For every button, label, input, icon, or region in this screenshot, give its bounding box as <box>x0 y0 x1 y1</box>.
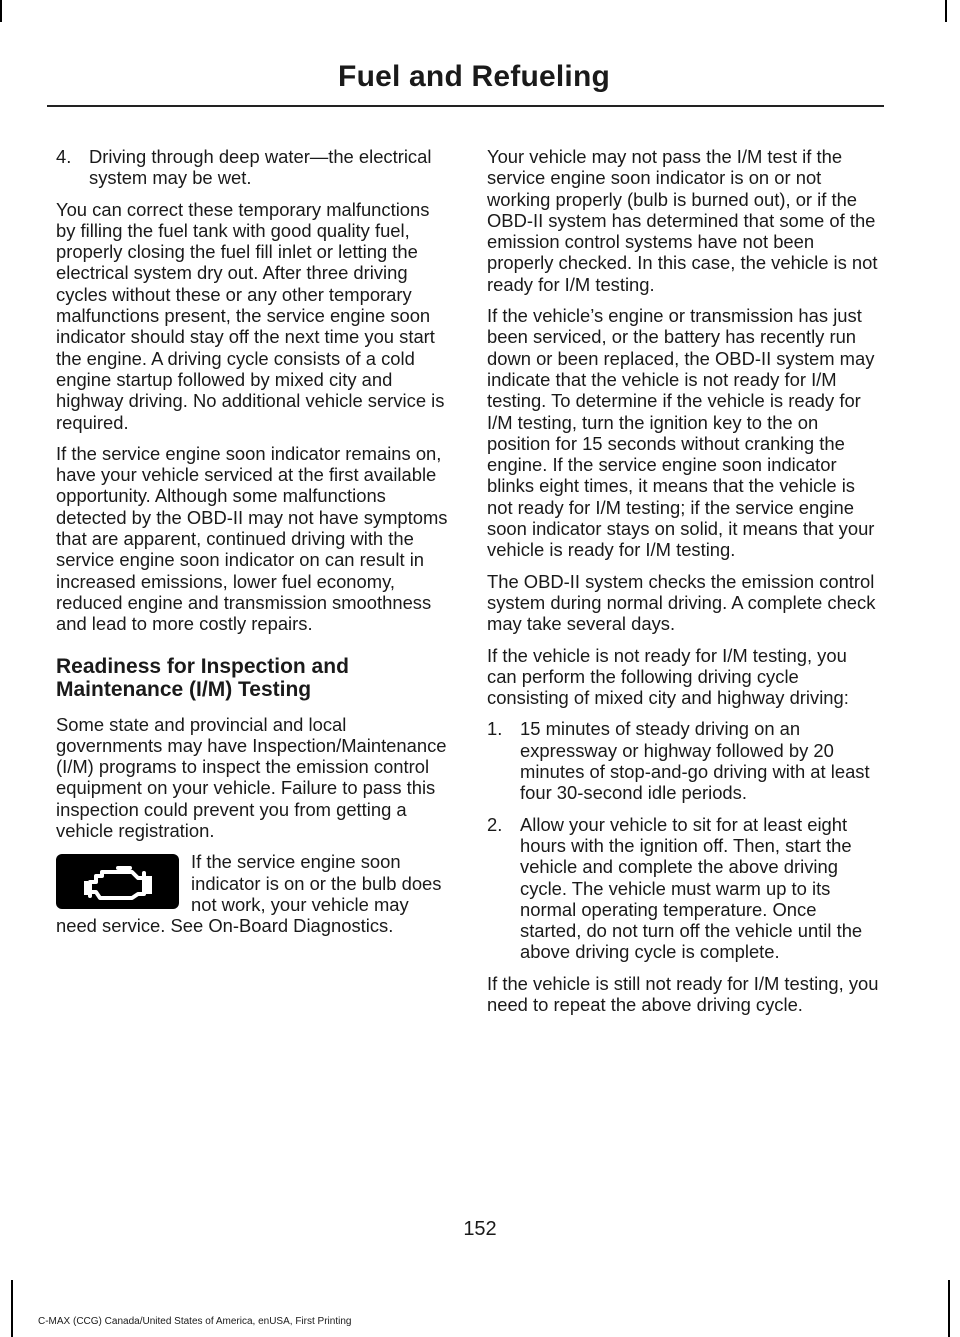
page-number: 152 <box>463 1218 497 1240</box>
list-item <box>56 146 448 189</box>
list-item-number: 1. <box>487 718 503 740</box>
paragraph: If the service engine soon indicator remains on, have your vehicle serviced at the first available opportunity. Although some malfunctions detected by the OBD-II may not have symptoms that are apparent, continued driving with the service engine soon indicator on can result in increased emissions, lower fuel economy, reduced engine and transmission smoothness and lead to more costly repairs. <box>56 442 448 635</box>
crop-mark-bottom-left <box>11 1280 13 1337</box>
paragraph: If the vehicle’s engine or transmission has just been serviced, or the battery has recently run down or been replaced, the OBD-II system may indicate that the vehicle is not ready for I/M testing. To determine if the vehicle is ready for I/M testing, turn the ignition key to the on position for 15 seconds without cranking the engine. If the service engine soon indicator blinks eight times, it means that the vehicle is not ready for I/M testing; if the service engine soon indicator stays on solid, it means that your vehicle is ready for I/M testing. <box>487 305 875 561</box>
right-column <box>487 146 879 1025</box>
paragraph: You can correct these temporary malfunctions by filling the fuel tank with good quality fuel, properly closing the fuel fill inlet or letting the electrical system dry out. After three driving cycles without these or any other temporary malfunctions present, the service engine soon indicator should stay off the next time you start the engine. A driving cycle consists of a cold engine startup followed by mixed city and highway driving. No additional vehicle service is required. <box>56 198 445 433</box>
paragraph: If the service engine soon indicator is on or the bulb does not work, your vehicle may need service. See On-Board Diagnostics. <box>56 851 442 937</box>
list-item <box>487 718 879 803</box>
list-item <box>487 814 879 963</box>
list-item-number: 2. <box>487 813 503 835</box>
paragraph: Some state and provincial and local governments may have Inspection/Maintenance (I/M) programs to inspect the emission control equipment on your vehicle. Failure to pass this inspection could prevent you from getting a vehicle registration. <box>56 713 447 842</box>
paragraph: Your vehicle may not pass the I/M test if the service engine soon indicator is on or not working properly (bulb is burned out), or if the OBD-II system has determined that some of the emission control systems have not been properly checked. In this case, the vehicle is not ready for I/M testing. <box>487 146 878 295</box>
paragraph: If the vehicle is still not ready for I/M testing, you need to repeat the above driving cycle. <box>487 972 879 1015</box>
crop-mark-bottom-right <box>948 1280 950 1337</box>
left-column <box>56 146 448 947</box>
crop-mark-top-left <box>0 0 2 22</box>
engine-warning-icon <box>56 854 179 909</box>
list-item-number: 4. <box>56 146 72 167</box>
list-item-text: 15 minutes of steady driving on an expressway or highway followed by 20 minutes of stop-and-go driving with at least four 30-second idle periods. <box>520 718 870 804</box>
icon-paragraph <box>56 851 448 936</box>
paragraph: The OBD-II system checks the emission control system during normal driving. A complete check may take several days. <box>487 570 876 635</box>
page-header-title: Fuel and Refueling <box>338 60 610 93</box>
crop-mark-top-right <box>945 0 947 22</box>
list-item-text: Driving through deep water—the electrical system may be wet. <box>89 146 432 189</box>
footer-text: C-MAX (CCG) Canada/United States of America, enUSA, First Printing <box>38 1316 352 1327</box>
paragraph: If the vehicle is not ready for I/M testing, you can perform the following driving cycle consisting of mixed city and highway driving: <box>487 644 849 709</box>
section-heading: Readiness for Inspection and Maintenance (I/M) Testing <box>56 654 349 701</box>
header-divider <box>47 105 884 107</box>
list-item-text: Allow your vehicle to sit for at least eight hours with the ignition off. Then, start the vehicle and complete the above driving cycle. The vehicle must warm up to its normal operating temperature. Once started, do not turn off the vehicle until the above driving cycle is complete. <box>520 813 863 963</box>
